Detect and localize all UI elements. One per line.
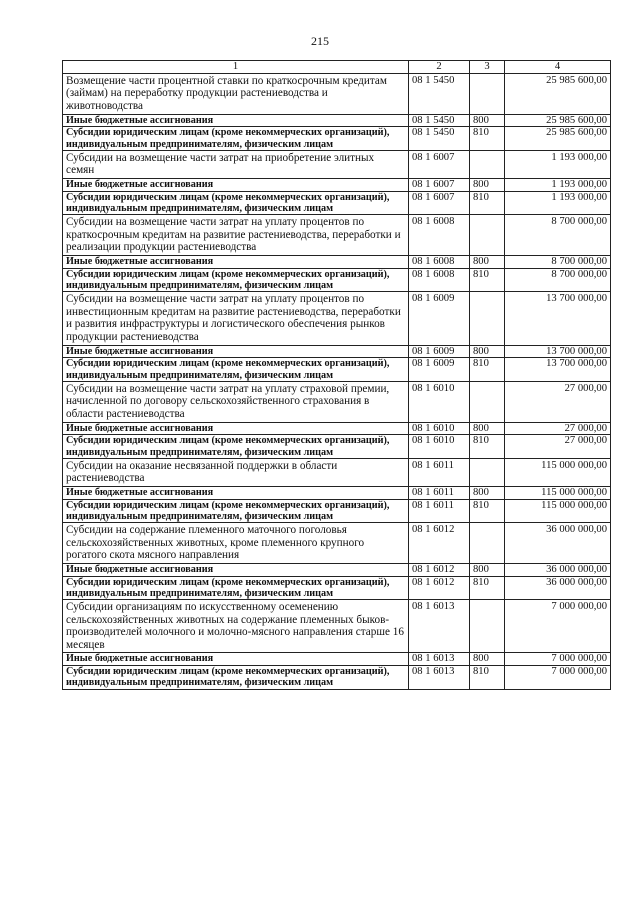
table-row [63, 358, 611, 381]
table-body [63, 73, 611, 689]
row-code-cell: 08 1 6011 [409, 458, 470, 486]
header-col-2: 2 [409, 61, 470, 74]
row-sum-cell: 13 700 000,00 [505, 358, 611, 381]
row-type-cell [470, 73, 505, 114]
row-type-cell: 810 [470, 666, 505, 689]
row-sum-cell: 7 000 000,00 [505, 666, 611, 689]
header-col-4: 4 [505, 61, 611, 74]
row-name-cell: Субсидии юридическим лицам (кроме некоммерческих организаций), индивидуальным предпринимателям, физическим лицам [63, 576, 409, 599]
row-code-cell: 08 1 6010 [409, 381, 470, 422]
table-row [63, 255, 611, 268]
table-row [63, 150, 611, 178]
row-name-cell: Субсидии юридическим лицам (кроме некоммерческих организаций), индивидуальным предпринимателям, физическим лицам [63, 435, 409, 458]
row-code-cell: 08 1 5450 [409, 73, 470, 114]
row-sum-cell: 8 700 000,00 [505, 215, 611, 256]
table-row [63, 576, 611, 599]
row-code-cell: 08 1 6009 [409, 345, 470, 358]
row-name-cell: Иные бюджетные ассигнования [63, 345, 409, 358]
row-name-cell: Субсидии юридическим лицам (кроме некоммерческих организаций), индивидуальным предпринимателям, физическим лицам [63, 666, 409, 689]
header-col-1: 1 [63, 61, 409, 74]
row-sum-cell: 27 000,00 [505, 435, 611, 458]
table-row [63, 127, 611, 150]
header-col-3: 3 [470, 61, 505, 74]
row-code-cell: 08 1 6013 [409, 666, 470, 689]
table-row [63, 486, 611, 499]
table-row [63, 215, 611, 256]
row-name-cell: Субсидии юридическим лицам (кроме некоммерческих организаций), индивидуальным предпринимателям, физическим лицам [63, 127, 409, 150]
row-name-cell: Иные бюджетные ассигнования [63, 563, 409, 576]
table-row [63, 435, 611, 458]
row-sum-cell: 7 000 000,00 [505, 600, 611, 653]
row-sum-cell: 1 193 000,00 [505, 178, 611, 191]
table-row [63, 73, 611, 114]
row-sum-cell: 115 000 000,00 [505, 458, 611, 486]
row-sum-cell: 13 700 000,00 [505, 345, 611, 358]
row-code-cell: 08 1 6007 [409, 191, 470, 214]
table-row [63, 523, 611, 564]
row-type-cell: 800 [470, 563, 505, 576]
row-type-cell: 810 [470, 358, 505, 381]
row-name-cell: Иные бюджетные ассигнования [63, 178, 409, 191]
row-sum-cell: 7 000 000,00 [505, 653, 611, 666]
row-sum-cell: 1 193 000,00 [505, 191, 611, 214]
row-sum-cell: 8 700 000,00 [505, 255, 611, 268]
row-type-cell: 800 [470, 345, 505, 358]
row-code-cell: 08 1 6007 [409, 150, 470, 178]
row-sum-cell: 27 000,00 [505, 381, 611, 422]
row-code-cell: 08 1 5450 [409, 127, 470, 150]
row-name-cell: Субсидии на оказание несвязанной поддержки в области растениеводства [63, 458, 409, 486]
table-row [63, 422, 611, 435]
row-type-cell: 810 [470, 435, 505, 458]
table-row [63, 268, 611, 291]
row-code-cell: 08 1 6012 [409, 563, 470, 576]
row-name-cell: Иные бюджетные ассигнования [63, 114, 409, 127]
row-code-cell: 08 1 6012 [409, 523, 470, 564]
row-type-cell: 800 [470, 114, 505, 127]
row-type-cell [470, 458, 505, 486]
row-name-cell: Иные бюджетные ассигнования [63, 255, 409, 268]
row-code-cell: 08 1 6008 [409, 255, 470, 268]
row-type-cell: 800 [470, 255, 505, 268]
table-row [63, 458, 611, 486]
row-name-cell: Иные бюджетные ассигнования [63, 653, 409, 666]
row-name-cell: Возмещение части процентной ставки по краткосрочным кредитам (займам) на переработку продукции растениеводства и животноводства [63, 73, 409, 114]
row-code-cell: 08 1 6013 [409, 653, 470, 666]
row-name-cell: Субсидии юридическим лицам (кроме некоммерческих организаций), индивидуальным предпринимателям, физическим лицам [63, 191, 409, 214]
row-code-cell: 08 1 6011 [409, 499, 470, 522]
budget-table [62, 60, 611, 690]
table-row [63, 653, 611, 666]
row-type-cell [470, 292, 505, 345]
row-code-cell: 08 1 5450 [409, 114, 470, 127]
table-row [63, 191, 611, 214]
row-code-cell: 08 1 6012 [409, 576, 470, 599]
table-row [63, 381, 611, 422]
row-name-cell: Субсидии юридическим лицам (кроме некоммерческих организаций), индивидуальным предпринимателям, физическим лицам [63, 358, 409, 381]
table-row [63, 292, 611, 345]
row-name-cell: Иные бюджетные ассигнования [63, 422, 409, 435]
row-sum-cell: 8 700 000,00 [505, 268, 611, 291]
row-type-cell: 800 [470, 422, 505, 435]
table-header [63, 61, 611, 74]
row-code-cell: 08 1 6010 [409, 422, 470, 435]
table-row [63, 563, 611, 576]
row-name-cell: Субсидии организациям по искусственному осеменению сельскохозяйственных животных на содержание племенных быков-производителей молочного и молочно-мясного направления старше 16 месяцев [63, 600, 409, 653]
table-row [63, 600, 611, 653]
row-code-cell: 08 1 6007 [409, 178, 470, 191]
row-name-cell: Субсидии юридическим лицам (кроме некоммерческих организаций), индивидуальным предпринимателям, физическим лицам [63, 268, 409, 291]
row-sum-cell: 25 985 600,00 [505, 127, 611, 150]
row-type-cell [470, 150, 505, 178]
row-sum-cell: 115 000 000,00 [505, 486, 611, 499]
row-sum-cell: 27 000,00 [505, 422, 611, 435]
row-code-cell: 08 1 6013 [409, 600, 470, 653]
row-code-cell: 08 1 6008 [409, 215, 470, 256]
row-code-cell: 08 1 6009 [409, 292, 470, 345]
table-row [63, 499, 611, 522]
row-type-cell [470, 600, 505, 653]
row-type-cell: 810 [470, 499, 505, 522]
row-sum-cell: 36 000 000,00 [505, 576, 611, 599]
page-number: 215 [311, 34, 329, 48]
row-name-cell: Иные бюджетные ассигнования [63, 486, 409, 499]
row-sum-cell: 25 985 600,00 [505, 73, 611, 114]
table-row [63, 345, 611, 358]
row-type-cell: 810 [470, 268, 505, 291]
row-sum-cell: 25 985 600,00 [505, 114, 611, 127]
row-type-cell: 810 [470, 576, 505, 599]
row-sum-cell: 1 193 000,00 [505, 150, 611, 178]
row-sum-cell: 36 000 000,00 [505, 523, 611, 564]
row-code-cell: 08 1 6010 [409, 435, 470, 458]
table-row [63, 666, 611, 689]
table-row [63, 114, 611, 127]
row-type-cell [470, 381, 505, 422]
row-sum-cell: 115 000 000,00 [505, 499, 611, 522]
row-type-cell: 800 [470, 178, 505, 191]
row-type-cell: 800 [470, 486, 505, 499]
row-code-cell: 08 1 6009 [409, 358, 470, 381]
header-row [63, 61, 611, 74]
row-type-cell [470, 523, 505, 564]
row-type-cell [470, 215, 505, 256]
row-name-cell: Субсидии на возмещение части затрат на уплату процентов по инвестиционным кредитам на развитие растениеводства, переработки и развития инфраструктуры и логистического обеспечения рынков продукции растениеводства [63, 292, 409, 345]
row-code-cell: 08 1 6008 [409, 268, 470, 291]
row-sum-cell: 36 000 000,00 [505, 563, 611, 576]
row-type-cell: 810 [470, 191, 505, 214]
row-type-cell: 810 [470, 127, 505, 150]
row-type-cell: 800 [470, 653, 505, 666]
table-row [63, 178, 611, 191]
row-code-cell: 08 1 6011 [409, 486, 470, 499]
row-name-cell: Субсидии на возмещение части затрат на уплату страховой премии, начисленной по договору сельскохозяйственного страхования в области растениеводства [63, 381, 409, 422]
row-sum-cell: 13 700 000,00 [505, 292, 611, 345]
row-name-cell: Субсидии на возмещение части затрат на уплату процентов по краткосрочным кредитам на развитие растениеводства, переработки и реализации продукции растениеводства [63, 215, 409, 256]
row-name-cell: Субсидии юридическим лицам (кроме некоммерческих организаций), индивидуальным предпринимателям, физическим лицам [63, 499, 409, 522]
row-name-cell: Субсидии на возмещение части затрат на приобретение элитных семян [63, 150, 409, 178]
row-name-cell: Субсидии на содержание племенного маточного поголовья сельскохозяйственных животных, кроме племенного крупного рогатого скота мясного направления [63, 523, 409, 564]
